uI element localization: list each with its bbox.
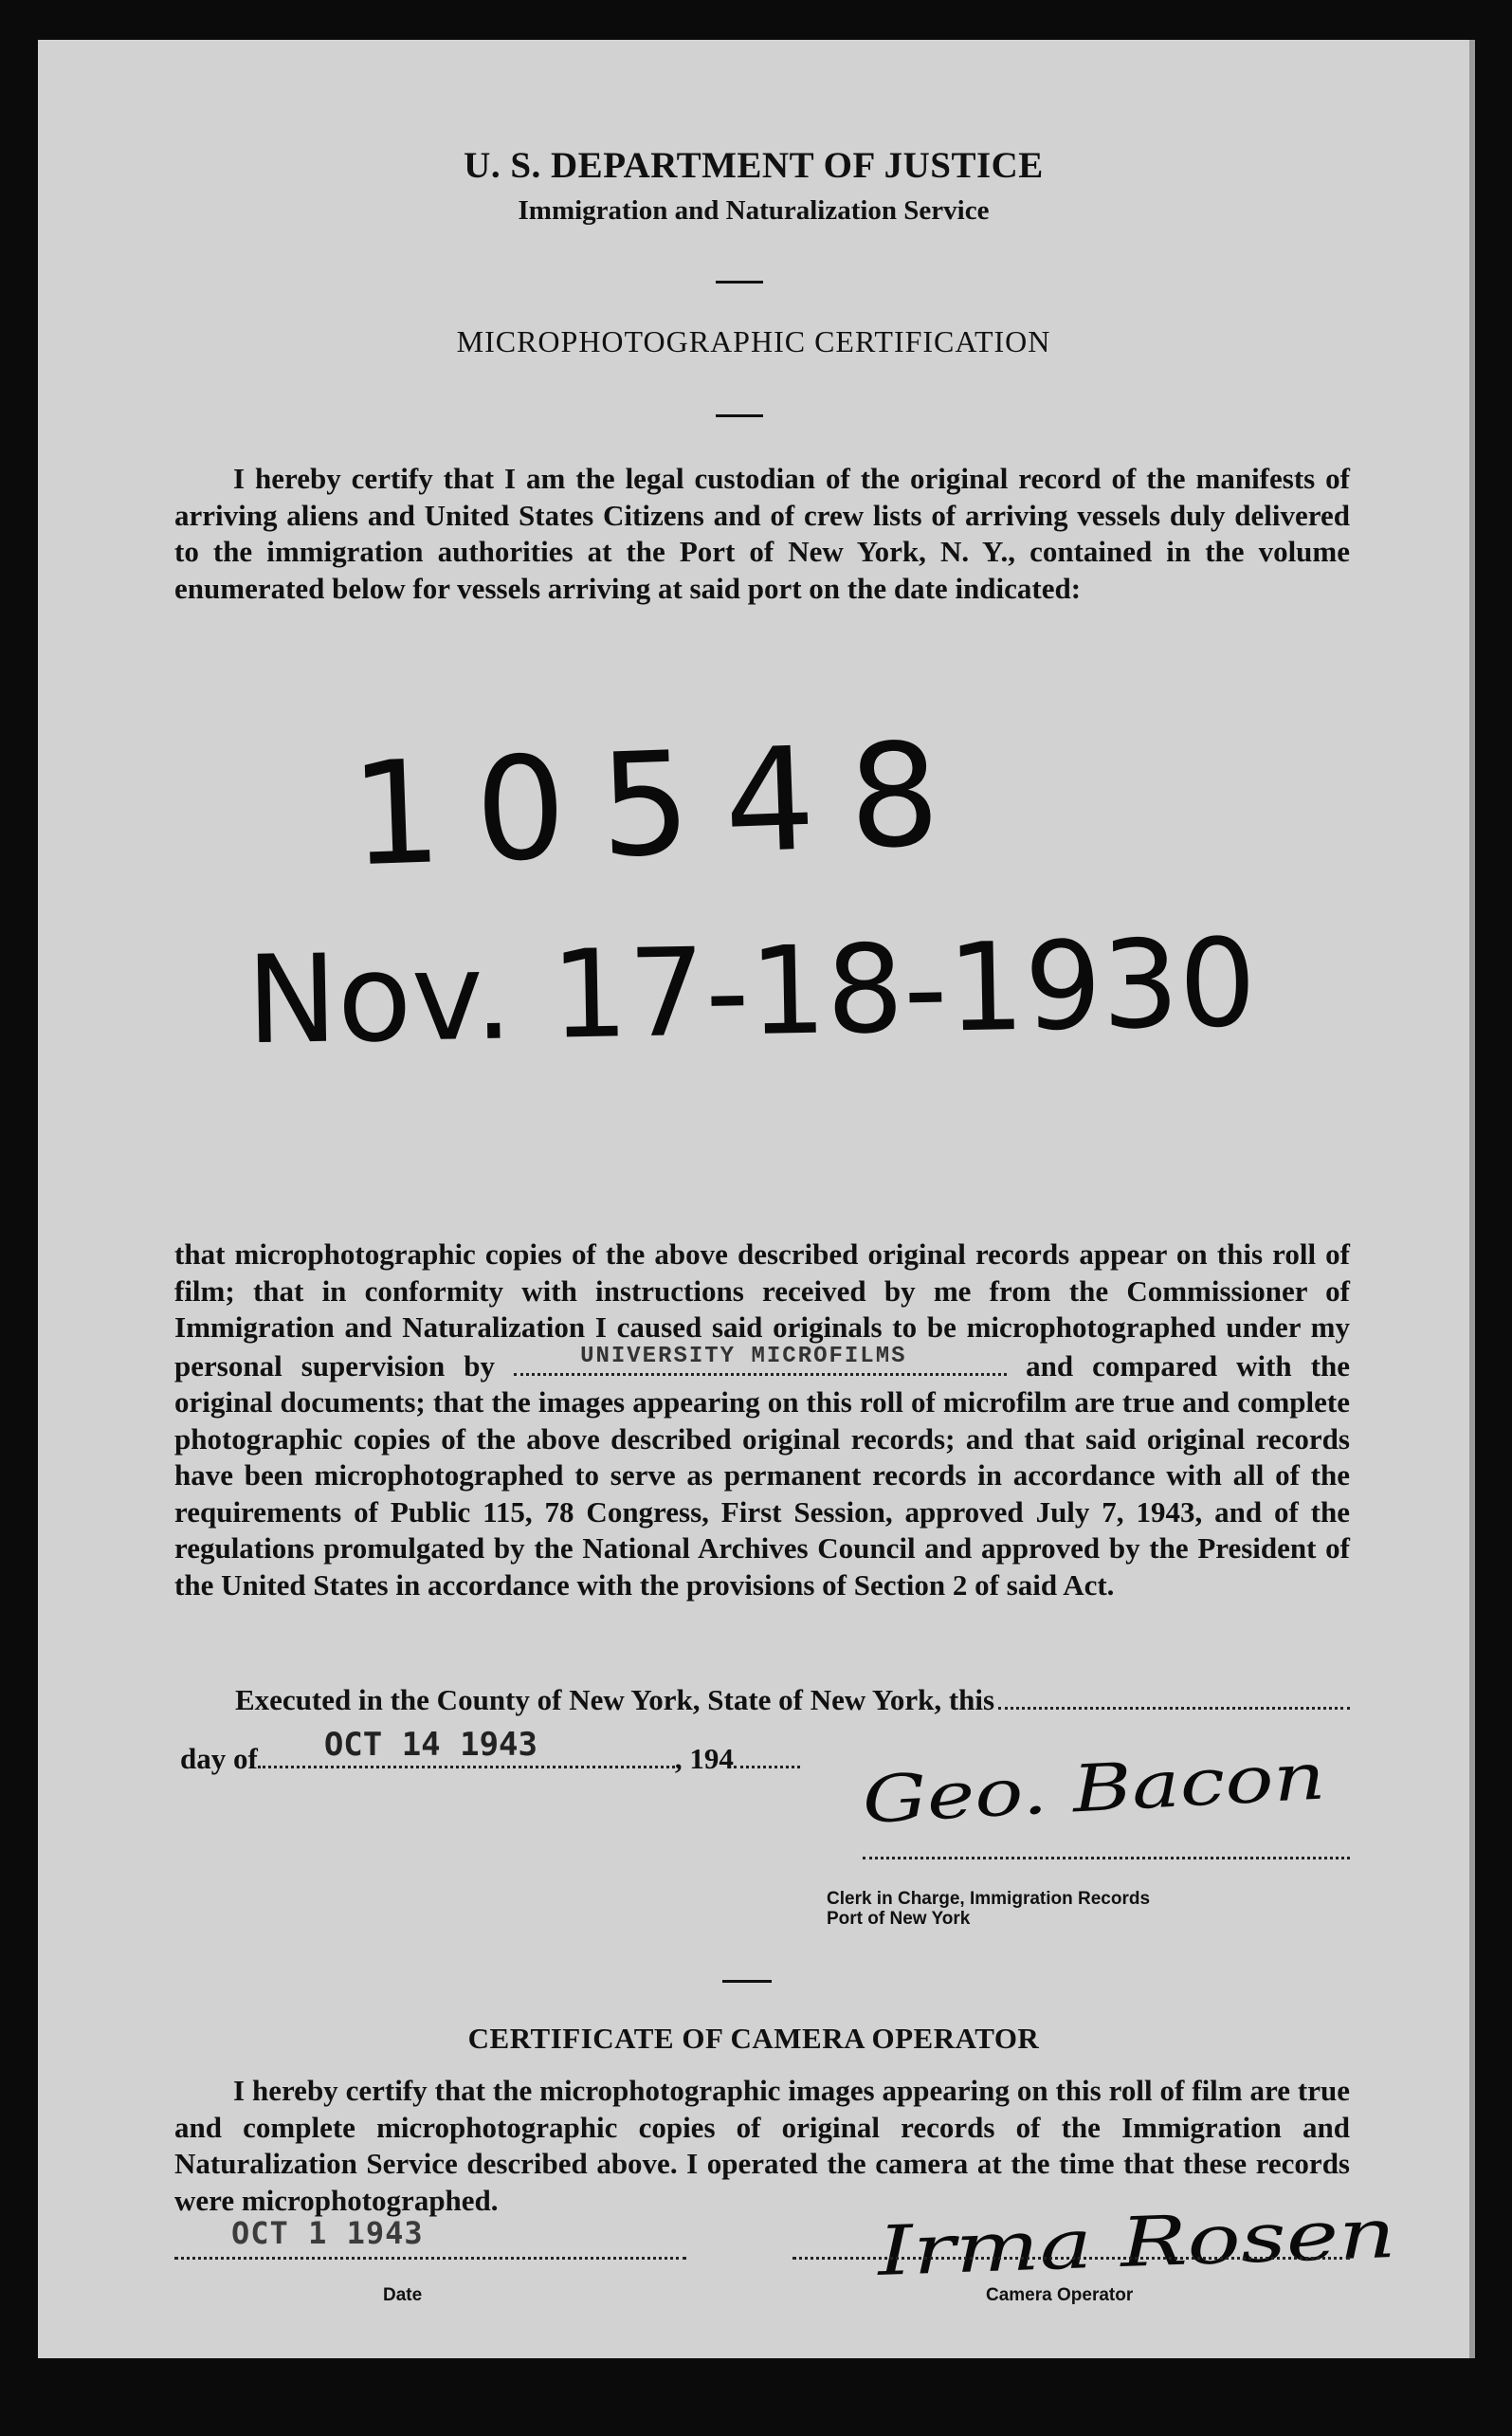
body-text-part2: and compared with the original documents; that the images appearing on this roll of microfilm are true and complete photographic copies of the above described original records; and that said original records have been microphotographed to serve as permanent records in accordance with all of the requirements of Public 115, 78 Congress, First Session, approved July 7, 1943, and of the regulations promulgated by the National Archives Council and approved by the President of the United States in accordance with the provisions of Section 2 of said Act. — [174, 1348, 1351, 1602]
page-edge — [1469, 40, 1475, 2358]
stamped-date: OCT 14 1943 — [323, 1726, 537, 1764]
body-text-part1: that microphotographic copies of the above described original records appear on this roll of film; that in conformity with instructions received by me from the Commissioner of Immigration and Naturalization I caused said originals to be microphotographed under my personal supervision by — [174, 1237, 1350, 1383]
year-prefix: , 194 — [674, 1742, 734, 1775]
clerk-signature-block — [825, 1739, 1350, 1870]
operator-signature-block — [792, 2183, 1397, 2291]
operator-date-line — [174, 2257, 686, 2260]
clerk-title-line1: Clerk in Charge, Immigration Records — [827, 1889, 1151, 1909]
service-subheading: Immigration and Naturalization Service — [518, 195, 990, 226]
day-of-dotted-line — [258, 1726, 675, 1768]
microfilmer-name: UNIVERSITY MICROFILMS — [580, 1343, 907, 1369]
executed-line — [235, 1683, 1350, 1717]
operator-signature: Irma Rosen — [876, 2192, 1397, 2291]
certification-body — [174, 1236, 1350, 1603]
handwritten-date-range: Nov. 17-18-1930 — [245, 912, 1258, 1072]
department-heading: U. S. DEPARTMENT OF JUSTICE — [464, 145, 1044, 186]
divider-rule — [716, 281, 763, 284]
executed-dotted-line — [998, 1688, 1350, 1710]
camera-operator-paragraph: I hereby certify that the microphotographic images appearing on this roll of film are true and complete microphotographic copies of original records of the Immigration and Naturalization Service described above. I operated the camera at the time that these records were microphotographed. — [174, 2074, 1350, 2217]
clerk-title — [827, 1889, 1150, 1929]
certification-title: MICROPHOTOGRAPHIC CERTIFICATION — [456, 324, 1051, 358]
day-of-label: day of — [180, 1742, 258, 1775]
executed-text: Executed in the County of New York, State of New York, this — [235, 1683, 995, 1716]
camera-operator-label: Camera Operator — [986, 2285, 1134, 2305]
divider-rule — [722, 1980, 772, 1983]
divider-rule — [716, 414, 763, 417]
clerk-signature: Geo. Bacon — [860, 1739, 1327, 1839]
intro-paragraph: I hereby certify that I am the legal custodian of the original record of the manifests of arriving aliens and United States Citizens and of crew lists of arriving vessels duly delivered to the immigration authorities at the Port of New York, N. Y., contained in the volume enumerated below for vessels arriving at said port on the date indicated: — [174, 462, 1350, 605]
day-of-line — [180, 1726, 800, 1776]
clerk-signature-line — [863, 1857, 1350, 1859]
certificate-page — [38, 40, 1469, 2358]
handwritten-volume-number: 10548 — [348, 711, 977, 899]
clerk-title-line2: Port of New York — [827, 1909, 971, 1929]
date-label: Date — [383, 2285, 423, 2305]
year-dotted-line — [734, 1745, 800, 1768]
operator-date-block — [174, 2215, 686, 2278]
operator-signature-line — [792, 2257, 1350, 2260]
camera-operator-heading: CERTIFICATE OF CAMERA OPERATOR — [467, 2022, 1040, 2055]
operator-stamped-date: OCT 1 1943 — [231, 2215, 424, 2251]
microfilmer-dotted-line — [514, 1343, 1007, 1376]
